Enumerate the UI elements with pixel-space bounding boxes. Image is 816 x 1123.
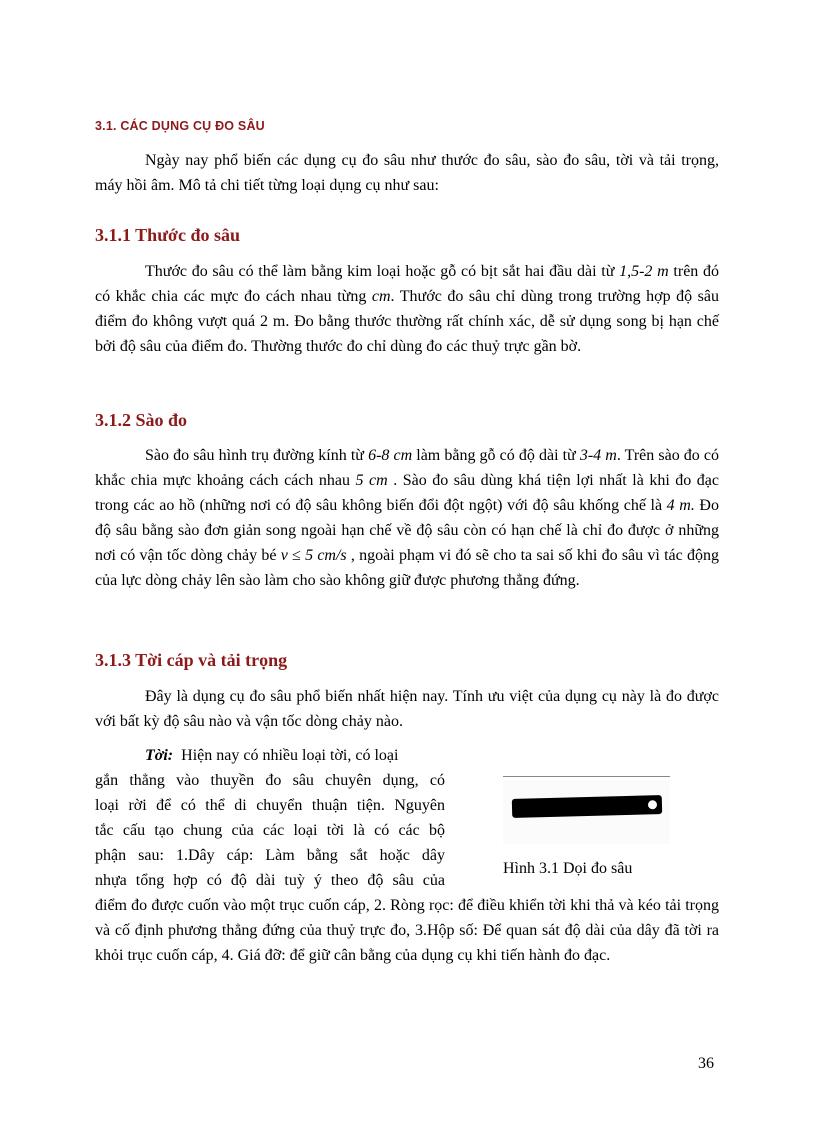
figure-caption: Hình 3.1 Dọi đo sâu [503,860,633,877]
subsection-heading-3-1-3: 3.1.3 Tời cáp và tải trọng [95,650,288,670]
pole-text-part: Sào đo sâu hình trụ đường kính từ [145,447,369,464]
section-heading: 3.1. CÁC DỤNG CỤ ĐO SÂU [95,119,265,133]
ruler-text-part: Thước đo sâu có thể làm bằng kim loại hoặc gỗ có bịt sắt hai đầu dài từ [145,263,620,280]
winch-line [95,743,445,768]
pole-text-part: , ngoài phạm vi đó sẽ cho ta sai số khi đo sâu vì tác động của lực dòng chảy lên sào làm cho sào không giữ được phương thẳng đứng. [95,547,719,589]
winch-paragraph-narrow [95,743,445,893]
figure-top-rule [503,776,670,777]
winch-line: phận sau: 1.Dây cáp: Làm bằng sắt hoặc dây [95,847,445,864]
winch-line: tắc cấu tạo chung của các loại tời là có các bộ [95,822,445,839]
winch-line: nhựa tổng hợp có độ dài tuỳ ý theo độ sâu của [95,872,445,889]
section-intro-paragraph [95,148,719,198]
ruler-text [95,259,719,359]
pole-spacing-value: 5 cm [355,472,388,489]
pole-text-part: Đo độ sâu bằng sào đơn giản song ngoài hạn chế về độ sâu còn có hạn chế là chỉ đo được ở những nơi có vận tốc dòng chảy bé [95,497,719,564]
pole-text [95,443,719,593]
subsection-heading-3-1-1: 3.1.1 Thước đo sâu [95,225,240,245]
winch-line: gắn thẳng vào thuyền đo sâu chuyên dụng, có [95,772,445,789]
ruler-text-part: trên đó có khắc chia các mực đo cách nhau từng [95,263,720,305]
pole-paragraph [95,443,719,593]
subsection-heading-3-1-2: 3.1.2 Sào đo [95,410,188,430]
pole-velocity-limit-value: v ≤ 5 cm/s [280,547,347,564]
weight-eyelet [648,800,657,809]
winch-line-text: Hiện nay có nhiều loại tời, có loại [181,747,399,764]
page-number: 36 [698,1055,714,1072]
winch-intro-paragraph [95,684,719,734]
ruler-unit-value: cm [371,288,391,305]
winch-paragraph-rest [95,893,719,968]
ruler-length-value: 1,5-2 m [619,263,669,280]
pole-length-value: 3-4 m [579,447,617,464]
winch-intro-text: Đây là dụng cụ đo sâu phổ biến nhất hiện nay. Tính ưu việt của dụng cụ này là đo được với bất kỳ độ sâu nào và vận tốc dòng chảy nào. [95,688,719,730]
pole-text-part: . Sào đo sâu dùng khá tiện lợi nhất là khi đo đạc trong các ao hồ (những nơi có độ sâu không biến đổi đột ngột) với độ sâu khống chế là [95,472,720,514]
pole-depth-limit-value: 4 m. [666,497,695,514]
ruler-paragraph [95,259,719,359]
pole-text-part: . Trên sào đo có khắc chia mực khoảng cách cách nhau [95,447,719,489]
winch-label: Tời: [145,747,174,764]
sounding-weight-image [512,795,662,818]
section-intro-text: Ngày nay phổ biến các dụng cụ đo sâu như thước đo sâu, sào đo sâu, tời và tải trọng, máy hồi âm. Mô tả chi tiết từng loại dụng cụ như sau: [95,152,719,194]
winch-line: loại rời để có thể di chuyển thuận tiện. Nguyên [95,797,445,814]
pole-text-part: làm bằng gỗ có độ dài từ [412,447,580,464]
ruler-text-part: . Thước đo sâu chỉ dùng trong trường hợp độ sâu điểm đo không vượt quá 2 m. Đo bằng thước thường rất chính xác, dễ sử dụng song bị hạn chế bởi độ sâu của điểm đo. Thường thước đo chỉ dùng đo các thuỷ trực gần bờ. [95,288,720,355]
winch-rest-text: điểm đo được cuốn vào một trục cuốn cáp, 2. Ròng rọc: để điều khiển tời khi thả và kéo tải trọng và cố định phương thẳng đứng của thuỷ trực đo, 3.Hộp số: Để quan sát độ dài của dây đã tời ra khỏi trục cuốn cáp, 4. Giá đỡ: để giữ cân bằng của dụng cụ khi tiến hành đo đạc. [95,897,719,964]
pole-diameter-value: 6-8 cm [368,447,413,464]
